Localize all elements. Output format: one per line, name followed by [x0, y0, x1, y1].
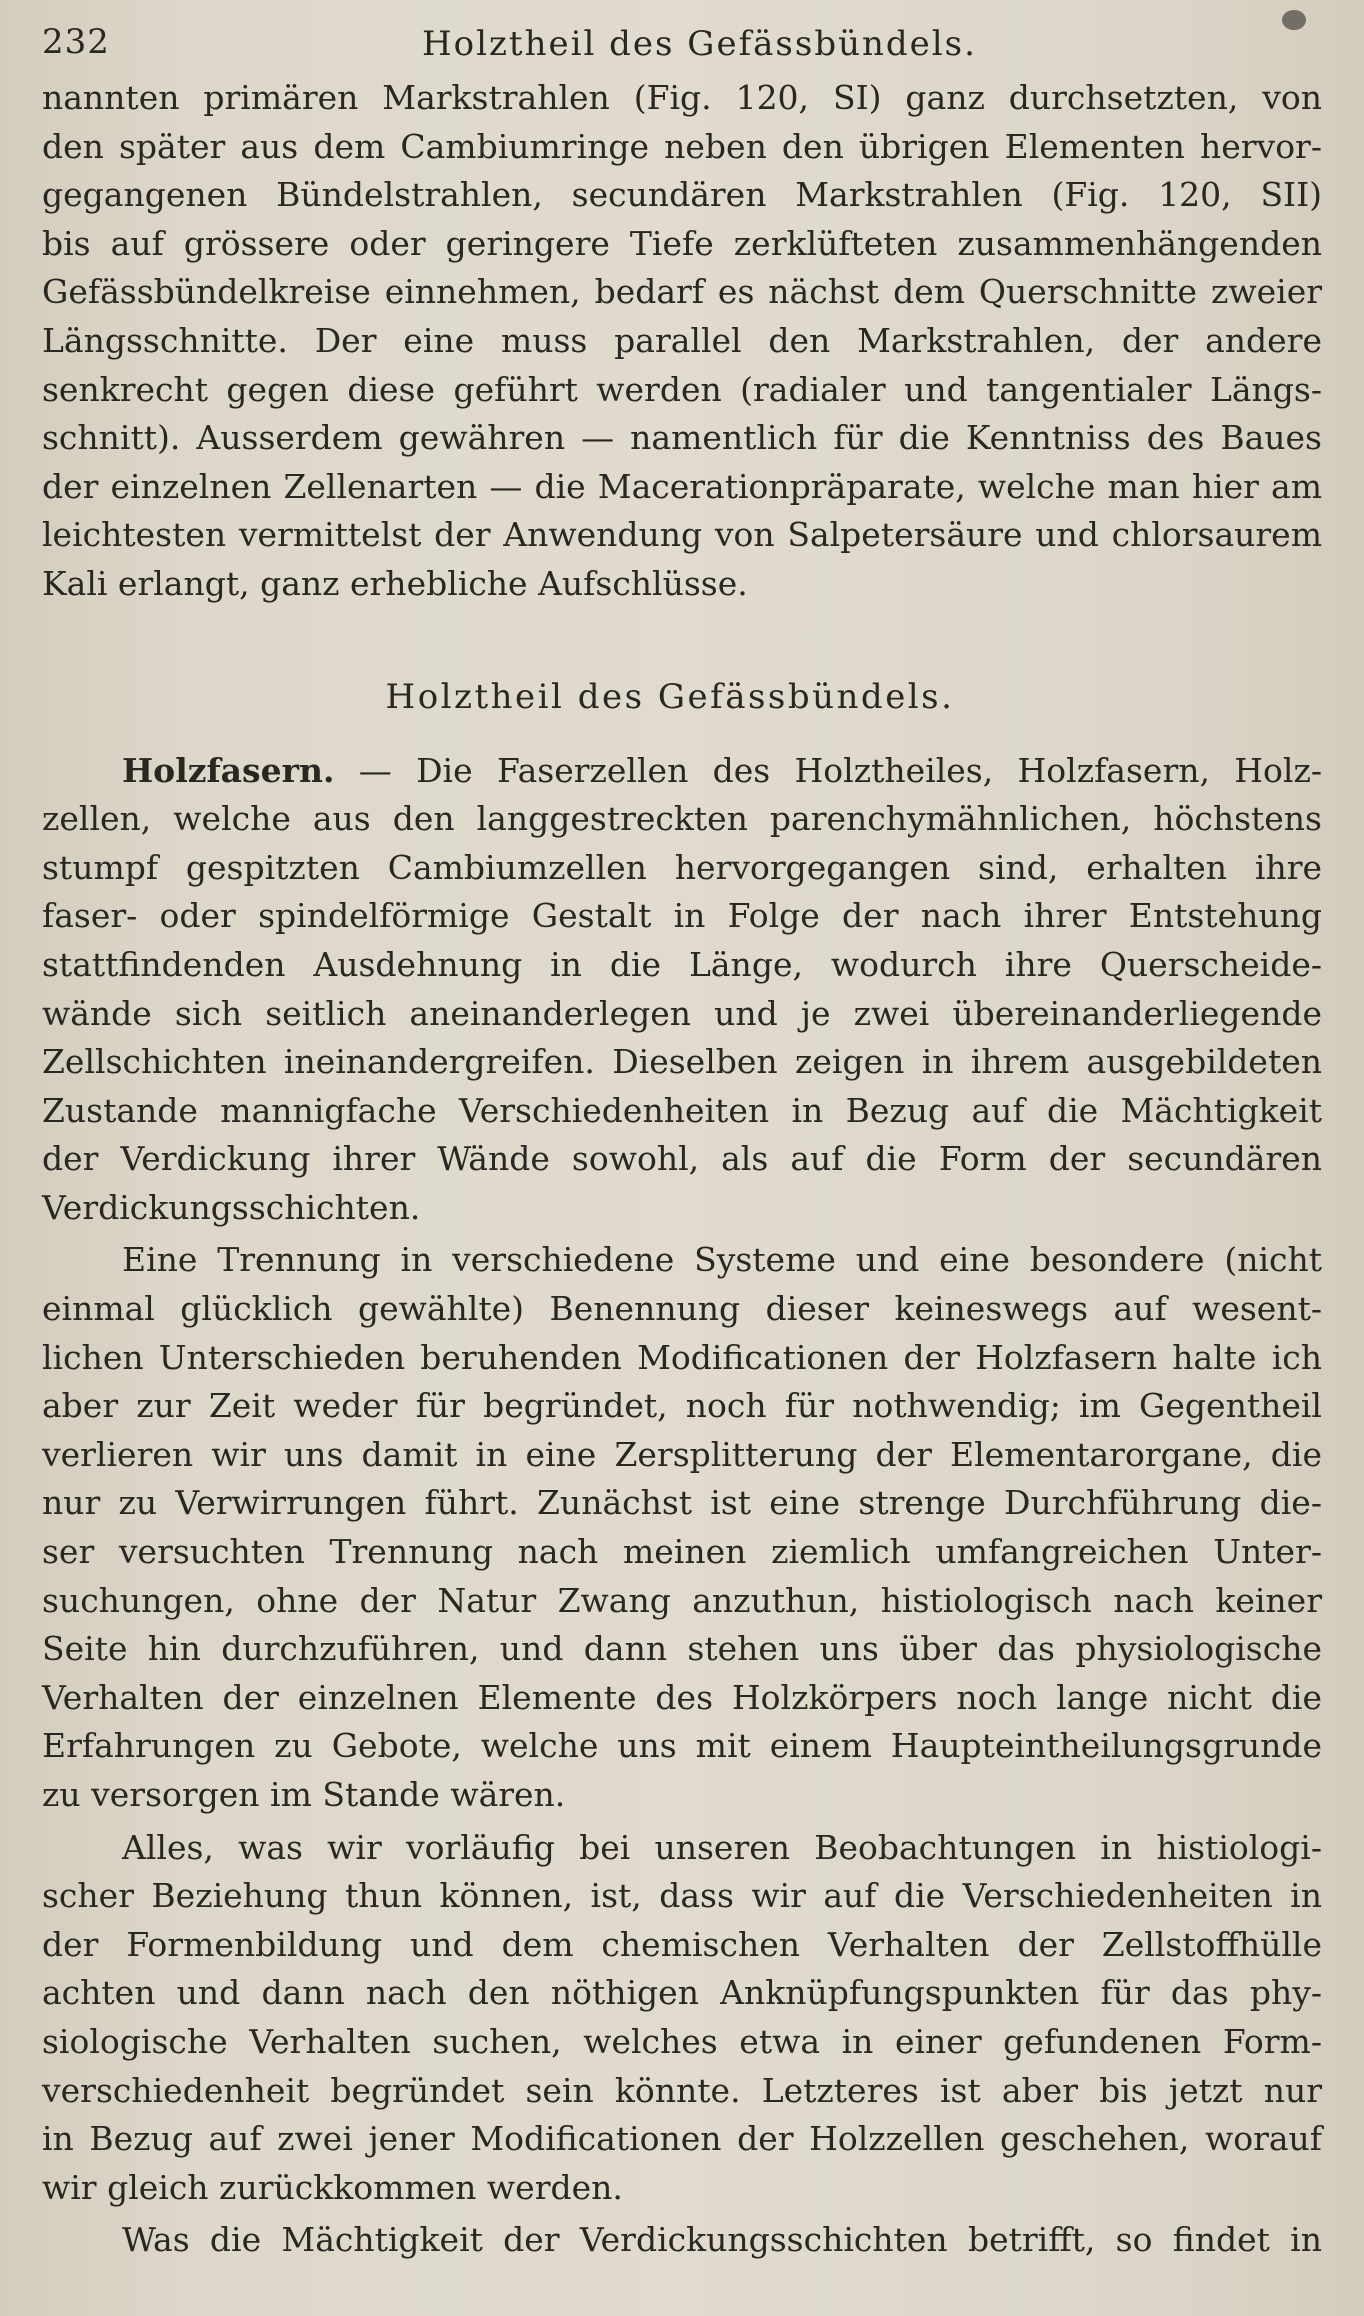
running-head [42, 14, 1322, 74]
text-line: in Bezug auf zwei jener Modificationen der Holzzellen geschehen, worauf [42, 2119, 1322, 2159]
text-line: zellen, welche aus den langgestreckten parenchymähnlichen, höchstens [42, 799, 1322, 839]
text-line: einmal glücklich gewählte) Benennung dieser keineswegs auf wesent- [42, 1289, 1322, 1329]
text-line-content: — Die Faserzellen des Holztheiles, Holzfasern, Holz- [334, 750, 1322, 790]
page-number: 232 [42, 22, 110, 62]
running-title: Holztheil des Gefässbündels. [422, 24, 977, 64]
text-line: der Formenbildung und dem chemischen Verhalten der Zellstoffhülle [42, 1924, 1322, 1964]
text-line: nur zu Verwirrungen führt. Zunächst ist eine strenge Durchführung die- [42, 1483, 1322, 1523]
paragraph-trennung [42, 1236, 1322, 1819]
book-page [42, 14, 1322, 2265]
section-heading: Holztheil des Gefässbündels. [385, 676, 955, 717]
text-line: senkrecht gegen diese geführt werden (radialer und tangentialer Längs- [42, 369, 1322, 409]
text-line: gegangenen Bündelstrahlen, secundären Markstrahlen (Fig. 120, SII) [42, 175, 1322, 215]
text-line: Eine Trennung in verschiedene Systeme und eine besondere (nicht [122, 1240, 1322, 1280]
text-line: zu versorgen im Stande wären. [42, 1775, 566, 1814]
text-line: verschiedenheit begründet sein könnte. Letzteres ist aber bis jetzt nur [42, 2070, 1322, 2110]
text-line: verlieren wir uns damit in eine Zersplitterung der Elementarorgane, die [42, 1434, 1322, 1474]
paragraph-alles [42, 1824, 1322, 2213]
text-line: nannten primären Markstrahlen (Fig. 120, SI) ganz durchsetzten, von [42, 78, 1322, 117]
text-line: der einzelnen Zellenarten — die Macerationpräparate, welche man hier am [42, 466, 1322, 506]
text-line: stumpf gespitzten Cambiumzellen hervorgegangen sind, erhalten ihre [42, 847, 1322, 887]
text-line: ser versuchten Trennung nach meinen ziemlich umfangreichen Unter- [42, 1532, 1322, 1572]
ink-speck [1282, 10, 1306, 30]
text-line: aber zur Zeit weder für begründet, noch für nothwendig; im Gegentheil [42, 1386, 1322, 1426]
text-line: Verhalten der einzelnen Elemente des Holzkörpers noch lange nicht die [42, 1677, 1322, 1717]
text-line: suchungen, ohne der Natur Zwang anzuthun, histiologisch nach keiner [42, 1580, 1322, 1620]
text-line: lichen Unterschieden beruhenden Modificationen der Holzfasern halte ich [42, 1337, 1322, 1377]
text-line: bis auf grössere oder geringere Tiefe zerklüfteten zusammenhängenden [42, 223, 1322, 263]
text-line: faser- oder spindelförmige Gestalt in Folge der nach ihrer Entstehung [42, 896, 1322, 936]
text-line: Zellschichten ineinandergreifen. Dieselben zeigen in ihrem ausgebildeten [42, 1042, 1322, 1082]
text-line: Längsschnitte. Der eine muss parallel den Markstrahlen, der andere [42, 320, 1322, 360]
text-line: achten und dann nach den nöthigen Anknüpfungspunkten für das phy- [42, 1973, 1322, 2013]
text-line: Gefässbündelkreise einnehmen, bedarf es nächst dem Querschnitte zweier [42, 272, 1322, 312]
text-line: wände sich seitlich aneinanderlegen und je zwei übereinanderliegende [42, 993, 1322, 1033]
paragraph-holzfasern [42, 747, 1322, 1233]
paragraph-maechtigkeit [42, 2216, 1322, 2265]
text-line: wir gleich zurückkommen werden. [42, 2167, 623, 2207]
intro-paragraph [42, 74, 1322, 609]
run-in-heading: Holzfasern. [122, 750, 335, 790]
text-line: Kali erlangt, ganz erhebliche Aufschlüsse. [42, 563, 748, 603]
text-line: den später aus dem Cambiumringe neben den übrigen Elementen hervor- [42, 126, 1322, 166]
text-line: Alles, was wir vorläufig bei unseren Beobachtungen in histiologi- [122, 1827, 1322, 1867]
text-line: Zustande mannigfache Verschiedenheiten in Bezug auf die Mächtigkeit [42, 1090, 1322, 1130]
text-line: leichtesten vermittelst der Anwendung von Salpetersäure und chlorsaurem [42, 515, 1322, 555]
text-line: der Verdickung ihrer Wände sowohl, als auf die Form der secundären [42, 1139, 1322, 1179]
text-line: schnitt). Ausserdem gewähren — namentlich für die Kenntniss des Baues [42, 418, 1322, 458]
text-line [42, 747, 1322, 796]
text-line: scher Beziehung thun können, ist, dass wir auf die Verschiedenheiten in [42, 1876, 1322, 1916]
text-line: Seite hin durchzuführen, und dann stehen uns über das physiologische [42, 1629, 1322, 1669]
text-line: siologische Verhalten suchen, welches etwa in einer gefundenen Form- [42, 2021, 1322, 2061]
text-line: Verdickungsschichten. [42, 1187, 421, 1227]
text-line: Erfahrungen zu Gebote, welche uns mit einem Haupteintheilungsgrunde [42, 1726, 1322, 1766]
text-line: Was die Mächtigkeit der Verdickungsschichten betrifft, so findet in [122, 2220, 1322, 2260]
text-line: stattfindenden Ausdehnung in die Länge, wodurch ihre Querscheide- [42, 944, 1322, 984]
